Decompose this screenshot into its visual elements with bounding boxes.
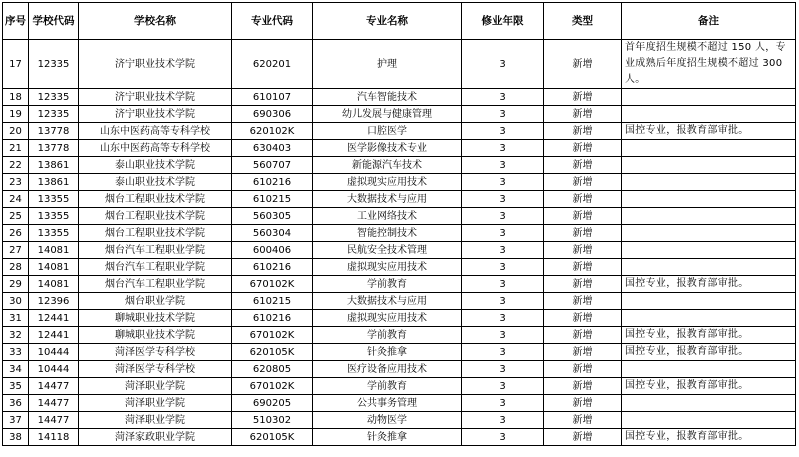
cell-years: 3 [462, 395, 544, 412]
cell-type: 新增 [544, 429, 622, 446]
cell-type: 新增 [544, 344, 622, 361]
cell-type: 新增 [544, 106, 622, 123]
cell-note: 国控专业，报教育部审批。 [622, 429, 796, 446]
cell-no: 27 [3, 242, 29, 259]
table-body [3, 40, 796, 446]
table-row [3, 174, 796, 191]
cell-major-name: 工业网络技术 [313, 208, 462, 225]
cell-major-name: 动物医学 [313, 412, 462, 429]
cell-school-name: 济宁职业技术学院 [79, 89, 232, 106]
cell-note [622, 293, 796, 310]
cell-note: 国控专业，报教育部审批。 [622, 344, 796, 361]
cell-years: 3 [462, 157, 544, 174]
cell-type: 新增 [544, 276, 622, 293]
cell-school-name: 菏泽职业学院 [79, 378, 232, 395]
cell-no: 21 [3, 140, 29, 157]
cell-school-name: 菏泽职业学院 [79, 412, 232, 429]
cell-note [622, 157, 796, 174]
cell-no: 19 [3, 106, 29, 123]
cell-no: 17 [3, 40, 29, 89]
header-school-code: 学校代码 [29, 3, 79, 40]
cell-years: 3 [462, 293, 544, 310]
cell-no: 38 [3, 429, 29, 446]
cell-school-name: 菏泽医学专科学校 [79, 344, 232, 361]
cell-note [622, 361, 796, 378]
cell-no: 25 [3, 208, 29, 225]
cell-type: 新增 [544, 174, 622, 191]
cell-school-name: 山东中医药高等专科学校 [79, 140, 232, 157]
cell-school-code: 10444 [29, 344, 79, 361]
cell-school-name: 泰山职业技术学院 [79, 157, 232, 174]
table-row [3, 344, 796, 361]
cell-no: 22 [3, 157, 29, 174]
cell-school-code: 14081 [29, 259, 79, 276]
cell-school-code: 12441 [29, 327, 79, 344]
cell-years: 3 [462, 208, 544, 225]
cell-no: 24 [3, 191, 29, 208]
cell-years: 3 [462, 361, 544, 378]
cell-school-code: 14081 [29, 242, 79, 259]
cell-note [622, 89, 796, 106]
cell-school-name: 菏泽医学专科学校 [79, 361, 232, 378]
cell-major-code: 620105K [232, 344, 313, 361]
cell-no: 18 [3, 89, 29, 106]
cell-school-code: 13861 [29, 174, 79, 191]
cell-major-name: 汽车智能技术 [313, 89, 462, 106]
cell-no: 37 [3, 412, 29, 429]
cell-school-code: 14477 [29, 395, 79, 412]
cell-note [622, 225, 796, 242]
cell-major-name: 学前教育 [313, 327, 462, 344]
cell-school-name: 烟台工程职业技术学院 [79, 225, 232, 242]
cell-major-code: 560304 [232, 225, 313, 242]
cell-major-name: 学前教育 [313, 276, 462, 293]
cell-note: 首年度招生规模不超过 150 人，专业成熟后年度招生规模不超过 300 人。 [622, 40, 796, 89]
cell-school-code: 13861 [29, 157, 79, 174]
cell-school-name: 烟台汽车工程职业学院 [79, 259, 232, 276]
cell-school-name: 济宁职业技术学院 [79, 106, 232, 123]
cell-major-code: 690306 [232, 106, 313, 123]
cell-note [622, 140, 796, 157]
cell-years: 3 [462, 89, 544, 106]
cell-major-code: 560707 [232, 157, 313, 174]
cell-major-code: 610216 [232, 310, 313, 327]
cell-school-code: 14081 [29, 276, 79, 293]
cell-school-code: 12441 [29, 310, 79, 327]
cell-no: 36 [3, 395, 29, 412]
cell-school-code: 12335 [29, 106, 79, 123]
header-years: 修业年限 [462, 3, 544, 40]
cell-school-name: 聊城职业技术学院 [79, 327, 232, 344]
header-row [3, 3, 796, 40]
cell-school-name: 烟台汽车工程职业学院 [79, 242, 232, 259]
cell-school-name: 烟台职业学院 [79, 293, 232, 310]
cell-major-code: 620805 [232, 361, 313, 378]
cell-major-name: 医学影像技术专业 [313, 140, 462, 157]
cell-major-name: 民航安全技术管理 [313, 242, 462, 259]
cell-years: 3 [462, 191, 544, 208]
cell-major-code: 630403 [232, 140, 313, 157]
table-row [3, 327, 796, 344]
cell-major-code: 670102K [232, 378, 313, 395]
cell-years: 3 [462, 174, 544, 191]
table-row [3, 378, 796, 395]
table-row [3, 89, 796, 106]
header-type: 类型 [544, 3, 622, 40]
cell-note [622, 242, 796, 259]
cell-type: 新增 [544, 412, 622, 429]
cell-type: 新增 [544, 208, 622, 225]
cell-school-code: 13355 [29, 225, 79, 242]
cell-no: 30 [3, 293, 29, 310]
table-row [3, 361, 796, 378]
header-no: 序号 [3, 3, 29, 40]
cell-type: 新增 [544, 361, 622, 378]
cell-years: 3 [462, 140, 544, 157]
cell-note: 国控专业，报教育部审批。 [622, 327, 796, 344]
table-row [3, 191, 796, 208]
cell-major-name: 公共事务管理 [313, 395, 462, 412]
cell-note [622, 412, 796, 429]
cell-type: 新增 [544, 293, 622, 310]
cell-note: 国控专业，报教育部审批。 [622, 378, 796, 395]
cell-no: 20 [3, 123, 29, 140]
cell-no: 23 [3, 174, 29, 191]
cell-major-code: 610216 [232, 259, 313, 276]
cell-years: 3 [462, 40, 544, 89]
cell-type: 新增 [544, 191, 622, 208]
cell-major-code: 620201 [232, 40, 313, 89]
cell-school-name: 山东中医药高等专科学校 [79, 123, 232, 140]
cell-type: 新增 [544, 327, 622, 344]
cell-school-code: 10444 [29, 361, 79, 378]
table-row [3, 208, 796, 225]
table-header [3, 3, 796, 40]
cell-major-code: 690205 [232, 395, 313, 412]
cell-type: 新增 [544, 242, 622, 259]
cell-type: 新增 [544, 259, 622, 276]
table-row [3, 242, 796, 259]
table-row [3, 259, 796, 276]
majors-table [2, 2, 796, 446]
cell-years: 3 [462, 123, 544, 140]
header-school-name: 学校名称 [79, 3, 232, 40]
cell-major-code: 610215 [232, 191, 313, 208]
cell-major-code: 620102K [232, 123, 313, 140]
cell-years: 3 [462, 225, 544, 242]
table-row [3, 293, 796, 310]
cell-years: 3 [462, 242, 544, 259]
table-row [3, 412, 796, 429]
cell-major-name: 大数据技术与应用 [313, 191, 462, 208]
cell-note [622, 395, 796, 412]
cell-note [622, 106, 796, 123]
header-major-name: 专业名称 [313, 3, 462, 40]
cell-type: 新增 [544, 123, 622, 140]
cell-type: 新增 [544, 157, 622, 174]
cell-school-code: 12335 [29, 40, 79, 89]
table-row [3, 106, 796, 123]
cell-no: 26 [3, 225, 29, 242]
table-row [3, 123, 796, 140]
cell-no: 32 [3, 327, 29, 344]
table-row [3, 157, 796, 174]
cell-note [622, 174, 796, 191]
cell-years: 3 [462, 412, 544, 429]
cell-years: 3 [462, 310, 544, 327]
cell-school-code: 12396 [29, 293, 79, 310]
cell-years: 3 [462, 276, 544, 293]
table-row [3, 429, 796, 446]
cell-years: 3 [462, 327, 544, 344]
cell-no: 34 [3, 361, 29, 378]
cell-no: 29 [3, 276, 29, 293]
cell-note [622, 191, 796, 208]
cell-major-code: 610216 [232, 174, 313, 191]
cell-school-name: 济宁职业技术学院 [79, 40, 232, 89]
cell-major-name: 学前教育 [313, 378, 462, 395]
cell-major-code: 610215 [232, 293, 313, 310]
cell-major-name: 幼儿发展与健康管理 [313, 106, 462, 123]
cell-major-name: 虚拟现实应用技术 [313, 259, 462, 276]
cell-type: 新增 [544, 140, 622, 157]
cell-major-name: 医疗设备应用技术 [313, 361, 462, 378]
cell-major-name: 护理 [313, 40, 462, 89]
cell-school-name: 聊城职业技术学院 [79, 310, 232, 327]
cell-type: 新增 [544, 40, 622, 89]
cell-major-name: 针灸推拿 [313, 429, 462, 446]
header-note: 备注 [622, 3, 796, 40]
table-row [3, 225, 796, 242]
cell-no: 28 [3, 259, 29, 276]
cell-years: 3 [462, 259, 544, 276]
cell-school-code: 13355 [29, 191, 79, 208]
cell-school-name: 烟台工程职业技术学院 [79, 191, 232, 208]
cell-note: 国控专业，报教育部审批。 [622, 123, 796, 140]
cell-major-name: 新能源汽车技术 [313, 157, 462, 174]
table-row [3, 310, 796, 327]
cell-major-code: 600406 [232, 242, 313, 259]
cell-school-code: 14118 [29, 429, 79, 446]
cell-school-code: 13778 [29, 140, 79, 157]
header-major-code: 专业代码 [232, 3, 313, 40]
cell-major-name: 针灸推拿 [313, 344, 462, 361]
cell-years: 3 [462, 429, 544, 446]
cell-type: 新增 [544, 395, 622, 412]
cell-note [622, 310, 796, 327]
cell-major-code: 670102K [232, 327, 313, 344]
cell-years: 3 [462, 344, 544, 361]
table-row [3, 140, 796, 157]
cell-school-code: 12335 [29, 89, 79, 106]
cell-major-code: 560305 [232, 208, 313, 225]
cell-note: 国控专业，报教育部审批。 [622, 276, 796, 293]
cell-type: 新增 [544, 378, 622, 395]
cell-school-name: 烟台汽车工程职业学院 [79, 276, 232, 293]
cell-major-name: 虚拟现实应用技术 [313, 310, 462, 327]
cell-years: 3 [462, 106, 544, 123]
cell-school-code: 14477 [29, 378, 79, 395]
cell-school-name: 菏泽家政职业学院 [79, 429, 232, 446]
cell-no: 33 [3, 344, 29, 361]
cell-major-name: 口腔医学 [313, 123, 462, 140]
cell-major-name: 虚拟现实应用技术 [313, 174, 462, 191]
cell-note [622, 259, 796, 276]
cell-school-name: 菏泽职业学院 [79, 395, 232, 412]
cell-major-code: 670102K [232, 276, 313, 293]
cell-school-name: 烟台工程职业技术学院 [79, 208, 232, 225]
cell-school-code: 13355 [29, 208, 79, 225]
cell-school-name: 泰山职业技术学院 [79, 174, 232, 191]
cell-major-name: 大数据技术与应用 [313, 293, 462, 310]
cell-school-code: 14477 [29, 412, 79, 429]
table-row [3, 395, 796, 412]
cell-major-name: 智能控制技术 [313, 225, 462, 242]
table-row [3, 276, 796, 293]
cell-major-code: 610107 [232, 89, 313, 106]
cell-type: 新增 [544, 310, 622, 327]
cell-type: 新增 [544, 225, 622, 242]
cell-school-code: 13778 [29, 123, 79, 140]
cell-major-code: 510302 [232, 412, 313, 429]
cell-no: 35 [3, 378, 29, 395]
cell-note [622, 208, 796, 225]
cell-major-code: 620105K [232, 429, 313, 446]
cell-years: 3 [462, 378, 544, 395]
cell-no: 31 [3, 310, 29, 327]
table-row [3, 40, 796, 89]
cell-type: 新增 [544, 89, 622, 106]
